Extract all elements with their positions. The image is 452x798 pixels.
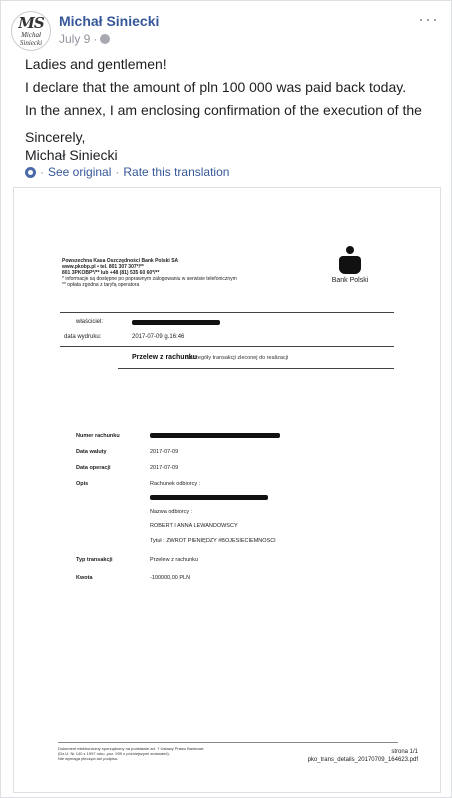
avatar[interactable] <box>11 11 51 51</box>
bank-header <box>62 258 312 288</box>
document-footer <box>58 746 258 761</box>
document-filename: pko_trans_details_20170709_164623.pdf <box>307 757 418 763</box>
description-label: Opis <box>76 481 89 487</box>
more-options-icon[interactable]: ··· <box>418 9 439 29</box>
account-label: Numer rachunku <box>76 433 120 439</box>
post-line: Michał Siniecki <box>25 147 118 163</box>
footer-line: (Dz.U. Nr 140 z 1997 roku, poz. 939 z późniejszymi zmianami). <box>58 751 170 756</box>
avatar-monogram: MS <box>18 14 44 32</box>
see-original-link[interactable]: See original <box>48 165 112 179</box>
logo-text: Bank Polski <box>331 277 369 284</box>
post-line: In the annex, I am enclosing confirmation of the execution of the <box>25 102 422 118</box>
footer-line: Nie wymaga pieczęci ani podpisu. <box>58 756 119 761</box>
redaction-bar <box>150 495 268 500</box>
bank-line: Powszechna Kasa Oszczędności Bank Polski SA <box>62 258 179 264</box>
redaction-bar <box>132 320 220 325</box>
globe-icon[interactable] <box>100 34 110 44</box>
post-line: Ladies and gentlemen! <box>25 56 167 72</box>
redaction-bar <box>150 433 280 438</box>
print-date-label: data wydruku: <box>64 334 102 340</box>
print-date-value: 2017-07-09 g.16:46 <box>132 334 185 340</box>
bank-line: www.pkobp.pl • tel. 801 307 307*/** <box>62 264 144 270</box>
page-number: strona 1/1 <box>391 749 418 755</box>
value-date-label: Data waluty <box>76 449 107 455</box>
transfer-subtitle: Szczegóły transakcji zleconej do realizacji <box>186 355 289 361</box>
separator: · <box>40 165 44 179</box>
divider <box>60 312 394 313</box>
amount-label: Kwota <box>76 575 93 581</box>
recipient-name-label: Nazwa odbiorcy : <box>150 509 193 515</box>
post-meta <box>59 32 110 46</box>
avatar-name-line2: Siniecki <box>19 39 43 47</box>
divider <box>118 368 394 369</box>
operation-date: 2017-07-09 <box>150 465 179 471</box>
post-line: Sincerely, <box>25 129 86 145</box>
separator: · <box>115 165 120 179</box>
attached-document-image[interactable] <box>13 187 441 793</box>
avatar-name-line1: Michał <box>21 31 41 39</box>
page-info <box>308 748 418 764</box>
transfer-title-line: Tytuł : ZWROT PIENIĘDZY #BOJESIECIEMNOSCI <box>150 538 276 544</box>
transaction-type-label: Typ transakcji <box>76 557 113 563</box>
translation-bar <box>25 165 229 179</box>
operation-date-label: Data operacji <box>76 465 111 471</box>
gear-icon[interactable] <box>25 167 36 178</box>
bank-line: ** opłata zgodna z taryfą operatora <box>62 282 140 288</box>
post-date[interactable]: July 9 <box>59 32 91 46</box>
owner-label: właściciel: <box>76 319 104 325</box>
recipient-name: ROBERT I ANNA LEWANDOWSCY <box>150 523 238 529</box>
post-text <box>25 55 445 169</box>
amount-value: -100000,00 PLN <box>150 575 191 581</box>
transfer-title: Przelew z rachunku <box>132 354 197 361</box>
bank-line: 801 3PKOBP*/** lub +48 (81) 535 60 60*/** <box>62 270 160 276</box>
post-line: I declare that the amount of pln 100 000 was paid back today. <box>25 79 407 95</box>
author-name[interactable]: Michał Siniecki <box>59 13 160 29</box>
footer-line: Dokument elektroniczny sporządzony na podstawie art. 7 Ustawy Prawo Bankowe <box>58 746 204 751</box>
transaction-type: Przelew z rachunku <box>150 557 198 563</box>
bank-line: * informacje są dostępne po poprawnym zalogowaniu w serwisie telefonicznym <box>62 276 237 282</box>
rate-translation-link[interactable]: Rate this translation <box>123 165 230 179</box>
divider <box>58 742 398 743</box>
value-date: 2017-07-09 <box>150 449 179 455</box>
divider <box>60 346 394 347</box>
meta-separator: · <box>93 32 98 46</box>
recipient-account-label: Rachunek odbiorcy : <box>150 481 201 487</box>
pko-logo <box>330 246 370 284</box>
pko-logo-icon <box>339 246 361 274</box>
